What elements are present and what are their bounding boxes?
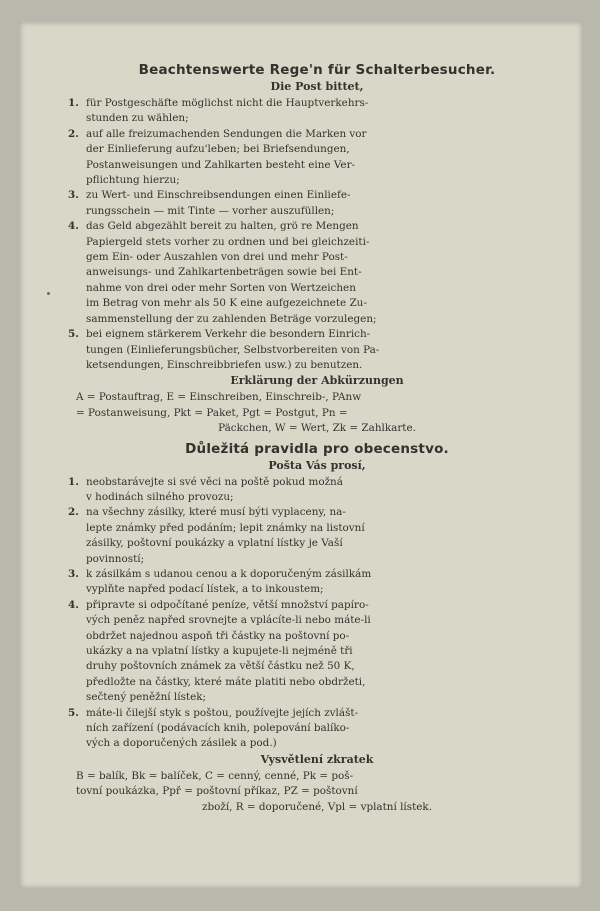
rule-line: für Postgeschäfte möglichst nicht die Hauptverkehrs-: [86, 97, 369, 109]
abbreviation-line: = Postanweisung, Pkt = Paket, Pgt = Postgut, Pn =: [76, 406, 348, 419]
rule-line: vyplňte napřed podací lístek, a to inkoustem;: [86, 583, 324, 596]
rule-line: zu Wert- und Einschreibsendungen einen Einliefe-: [86, 189, 351, 202]
german-section: [68, 62, 558, 437]
rule-number: 3.: [68, 567, 79, 580]
rule-number: 2.: [68, 127, 79, 140]
rule-number: 3.: [68, 189, 79, 202]
rule-item: [68, 96, 558, 127]
rule-line: Papiergeld stets vorher zu ordnen und bei gleichzeiti-: [86, 235, 370, 248]
rule-line: ních zařízení (podávacích knih, polepování balíko-: [86, 722, 350, 735]
rule-line: der Einlieferung aufzu'leben; bei Briefsendungen,: [86, 143, 350, 156]
rule-item: [68, 706, 558, 752]
rule-number: 1.: [68, 475, 79, 488]
rule-item: [68, 567, 558, 598]
rule-line: sečtený peněžní lístek;: [86, 691, 207, 704]
rule-line: anweisungs- und Zahlkartenbeträgen sowie bei Ent-: [86, 266, 362, 279]
document-page: [20, 22, 582, 888]
rule-line: na všechny zásilky, které musí býti vyplaceny, na-: [86, 506, 346, 519]
rule-number: 4.: [68, 598, 79, 611]
abbreviation-line: tovní poukázka, Ppř = poštovní příkaz, PZ = poštovní: [76, 785, 358, 798]
rule-item: [68, 505, 558, 567]
rule-line: v hodinách silného provozu;: [86, 490, 234, 503]
punch-hole: [47, 292, 50, 295]
czech-section: [68, 440, 558, 816]
czech-rules-list: [68, 475, 558, 752]
rule-line: zásilky, poštovní poukázky a vplatní lístky je Vaší: [86, 537, 343, 550]
rule-item: [68, 219, 558, 327]
german-rules-list: [68, 96, 558, 373]
rule-item: [68, 327, 558, 373]
czech-title: Důležitá pravidla pro obecenstvo.: [185, 440, 449, 457]
rule-line: sammenstellung der zu zahlenden Beträge vorzulegen;: [86, 312, 377, 325]
rule-number: 2.: [68, 506, 79, 519]
rule-line: Postanweisungen und Zahlkarten besteht eine Ver-: [86, 158, 356, 171]
rule-line: připravte si odpočítané peníze, větší množství papíro-: [86, 598, 369, 611]
rule-item: [68, 127, 558, 189]
rule-line: im Betrag von mehr als 50 K eine aufgezeichnete Zu-: [86, 297, 367, 310]
rule-item: [68, 598, 558, 706]
rule-line: lepte známky před podáním; lepit známky na listovní: [86, 521, 365, 534]
rule-line: rungsschein — mit Tinte — vorher auszufüllen;: [86, 204, 335, 217]
rule-line: vých peněz napřed srovnejte a vplácíte-li nebo máte-li: [86, 614, 371, 627]
rule-line: obdržet najednou aspoň tři částky na poštovní po-: [86, 629, 350, 642]
rule-line: vých a doporučených zásilek a pod.): [86, 737, 277, 750]
abbreviation-line: zboží, R = doporučené, Vpl = vplatní lístek.: [201, 800, 433, 813]
rule-line: tungen (Einlieferungsbücher, Selbstvorbereiten von Pa-: [86, 343, 380, 356]
rule-number: 5.: [68, 328, 79, 341]
czech-abbr-title: Vysvětlení zkratek: [260, 752, 374, 766]
rule-number: 5.: [68, 706, 79, 719]
rule-line: k zásilkám s udanou cenou a k doporučeným zásilkám: [86, 567, 372, 580]
rule-line: pflichtung hierzu;: [86, 174, 180, 187]
rule-line: das Geld abgezählt bereit zu halten, grö re Mengen: [86, 220, 359, 233]
rule-line: nahme von drei oder mehr Sorten von Wertzeichen: [86, 281, 356, 294]
rule-line: předložte na částky, které máte platiti nebo obdržeti,: [86, 675, 366, 688]
abbreviation-line: Päckchen, W = Wert, Zk = Zahlkarte.: [218, 422, 416, 435]
german-title: Beachtenswerte Rege'n für Schalterbesucher.: [138, 62, 496, 78]
abbreviation-line: B = balík, Bk = balíček, C = cenný, cenné, Pk = poš-: [76, 769, 354, 782]
abbreviation-line: A = Postauftrag, E = Einschreiben, Einschreib-, PAnw: [76, 391, 362, 404]
czech-abbreviations: [76, 769, 558, 815]
rule-item: [68, 188, 558, 219]
rule-line: ketsendungen, Einschreibbriefen usw.) zu benutzen.: [86, 358, 363, 371]
rule-line: máte-li čilejší styk s poštou, používejte jejích zvlášt-: [86, 706, 359, 719]
rule-line: ukázky a na vplatní lístky a kupujete-li nejméně tři: [86, 645, 353, 657]
rule-line: neobstarávejte si své věci na poště pokud možná: [86, 475, 343, 488]
rule-line: auf alle freizumachenden Sendungen die Marken vor: [86, 127, 367, 140]
rule-line: stunden zu wählen;: [86, 112, 189, 125]
rule-line: povinností;: [86, 552, 145, 565]
german-abbr-title: Erklärung der Abkürzungen: [230, 374, 404, 388]
rule-number: 1.: [68, 97, 79, 109]
german-subtitle: Die Post bittet,: [270, 80, 364, 93]
rule-line: gem Ein- oder Auszahlen von drei und mehr Post-: [86, 251, 348, 264]
rule-item: [68, 475, 558, 506]
rule-line: bei eignem stärkerem Verkehr die besondern Einrich-: [86, 328, 371, 341]
rule-line: druhy poštovních známek za větší částku než 50 K,: [86, 660, 355, 673]
rule-number: 4.: [68, 220, 79, 233]
german-abbreviations: [76, 390, 558, 436]
czech-subtitle: Pošta Vás prosí,: [268, 458, 366, 472]
